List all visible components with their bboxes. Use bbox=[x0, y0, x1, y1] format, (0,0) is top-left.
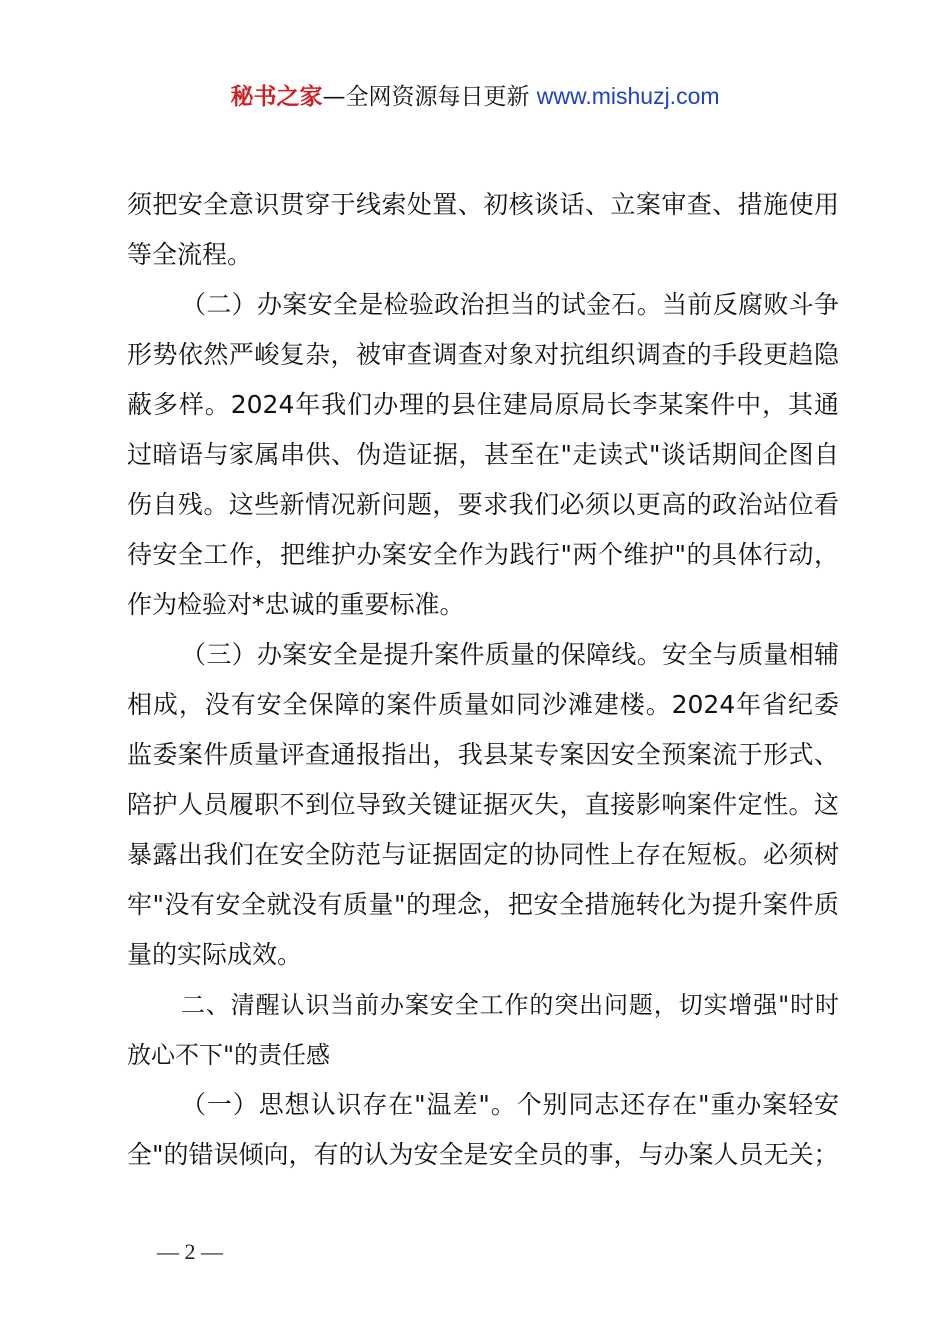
site-slogan: —全网资源每日更新 bbox=[322, 84, 537, 110]
paragraph-subsection-1: （一）思想认识存在"温差"。个别同志还存在"重办案轻安全"的错误倾向，有的认为安全是安全员的事，与办案人员无关； bbox=[127, 1090, 839, 1169]
paragraph-section-2: （二）办案安全是检验政治担当的试金石。当前反腐败斗争形势依然严峻复杂，被审查调查对象对抗组织调查的手段更趋隐蔽多样。2024年我们办理的县住建局原局长李某案件中，其通过暗语与家属串供、伪造证据，甚至在"走读式"谈话期间企图自伤自残。这些新情况新问题，要求我们必须以更高的政治站位看待安全工作，把维护办案安全作为践行"两个维护"的具体行动，作为检验对*忠诚的重要标准。 bbox=[127, 290, 839, 619]
site-brand: 秘书之家 bbox=[230, 84, 323, 110]
paragraph-continuation: 须把安全意识贯穿于线索处置、初核谈话、立案审查、措施使用等全流程。 bbox=[127, 190, 839, 269]
paragraph-section-3: （三）办案安全是提升案件质量的保障线。安全与质量相辅相成，没有安全保障的案件质量如同沙滩建楼。2024年省纪委监委案件质量评查通报指出，我县某专案因安全预案流于形式、陪护人员履职不到位导致关键证据灭失，直接影响案件定性。这暴露出我们在安全防范与证据固定的协同性上存在短板。必须树牢"没有安全就没有质量"的理念，把安全措施转化为提升案件质量的实际成效。 bbox=[127, 640, 839, 969]
site-url[interactable]: www.mishuzj.com bbox=[536, 83, 720, 109]
page-number: — 2 — bbox=[157, 1239, 223, 1264]
document-body bbox=[127, 180, 839, 1180]
section-heading-2: 二、清醒认识当前办案安全工作的突出问题，切实增强"时时放心不下"的责任感 bbox=[127, 991, 839, 1069]
site-header bbox=[0, 80, 950, 113]
